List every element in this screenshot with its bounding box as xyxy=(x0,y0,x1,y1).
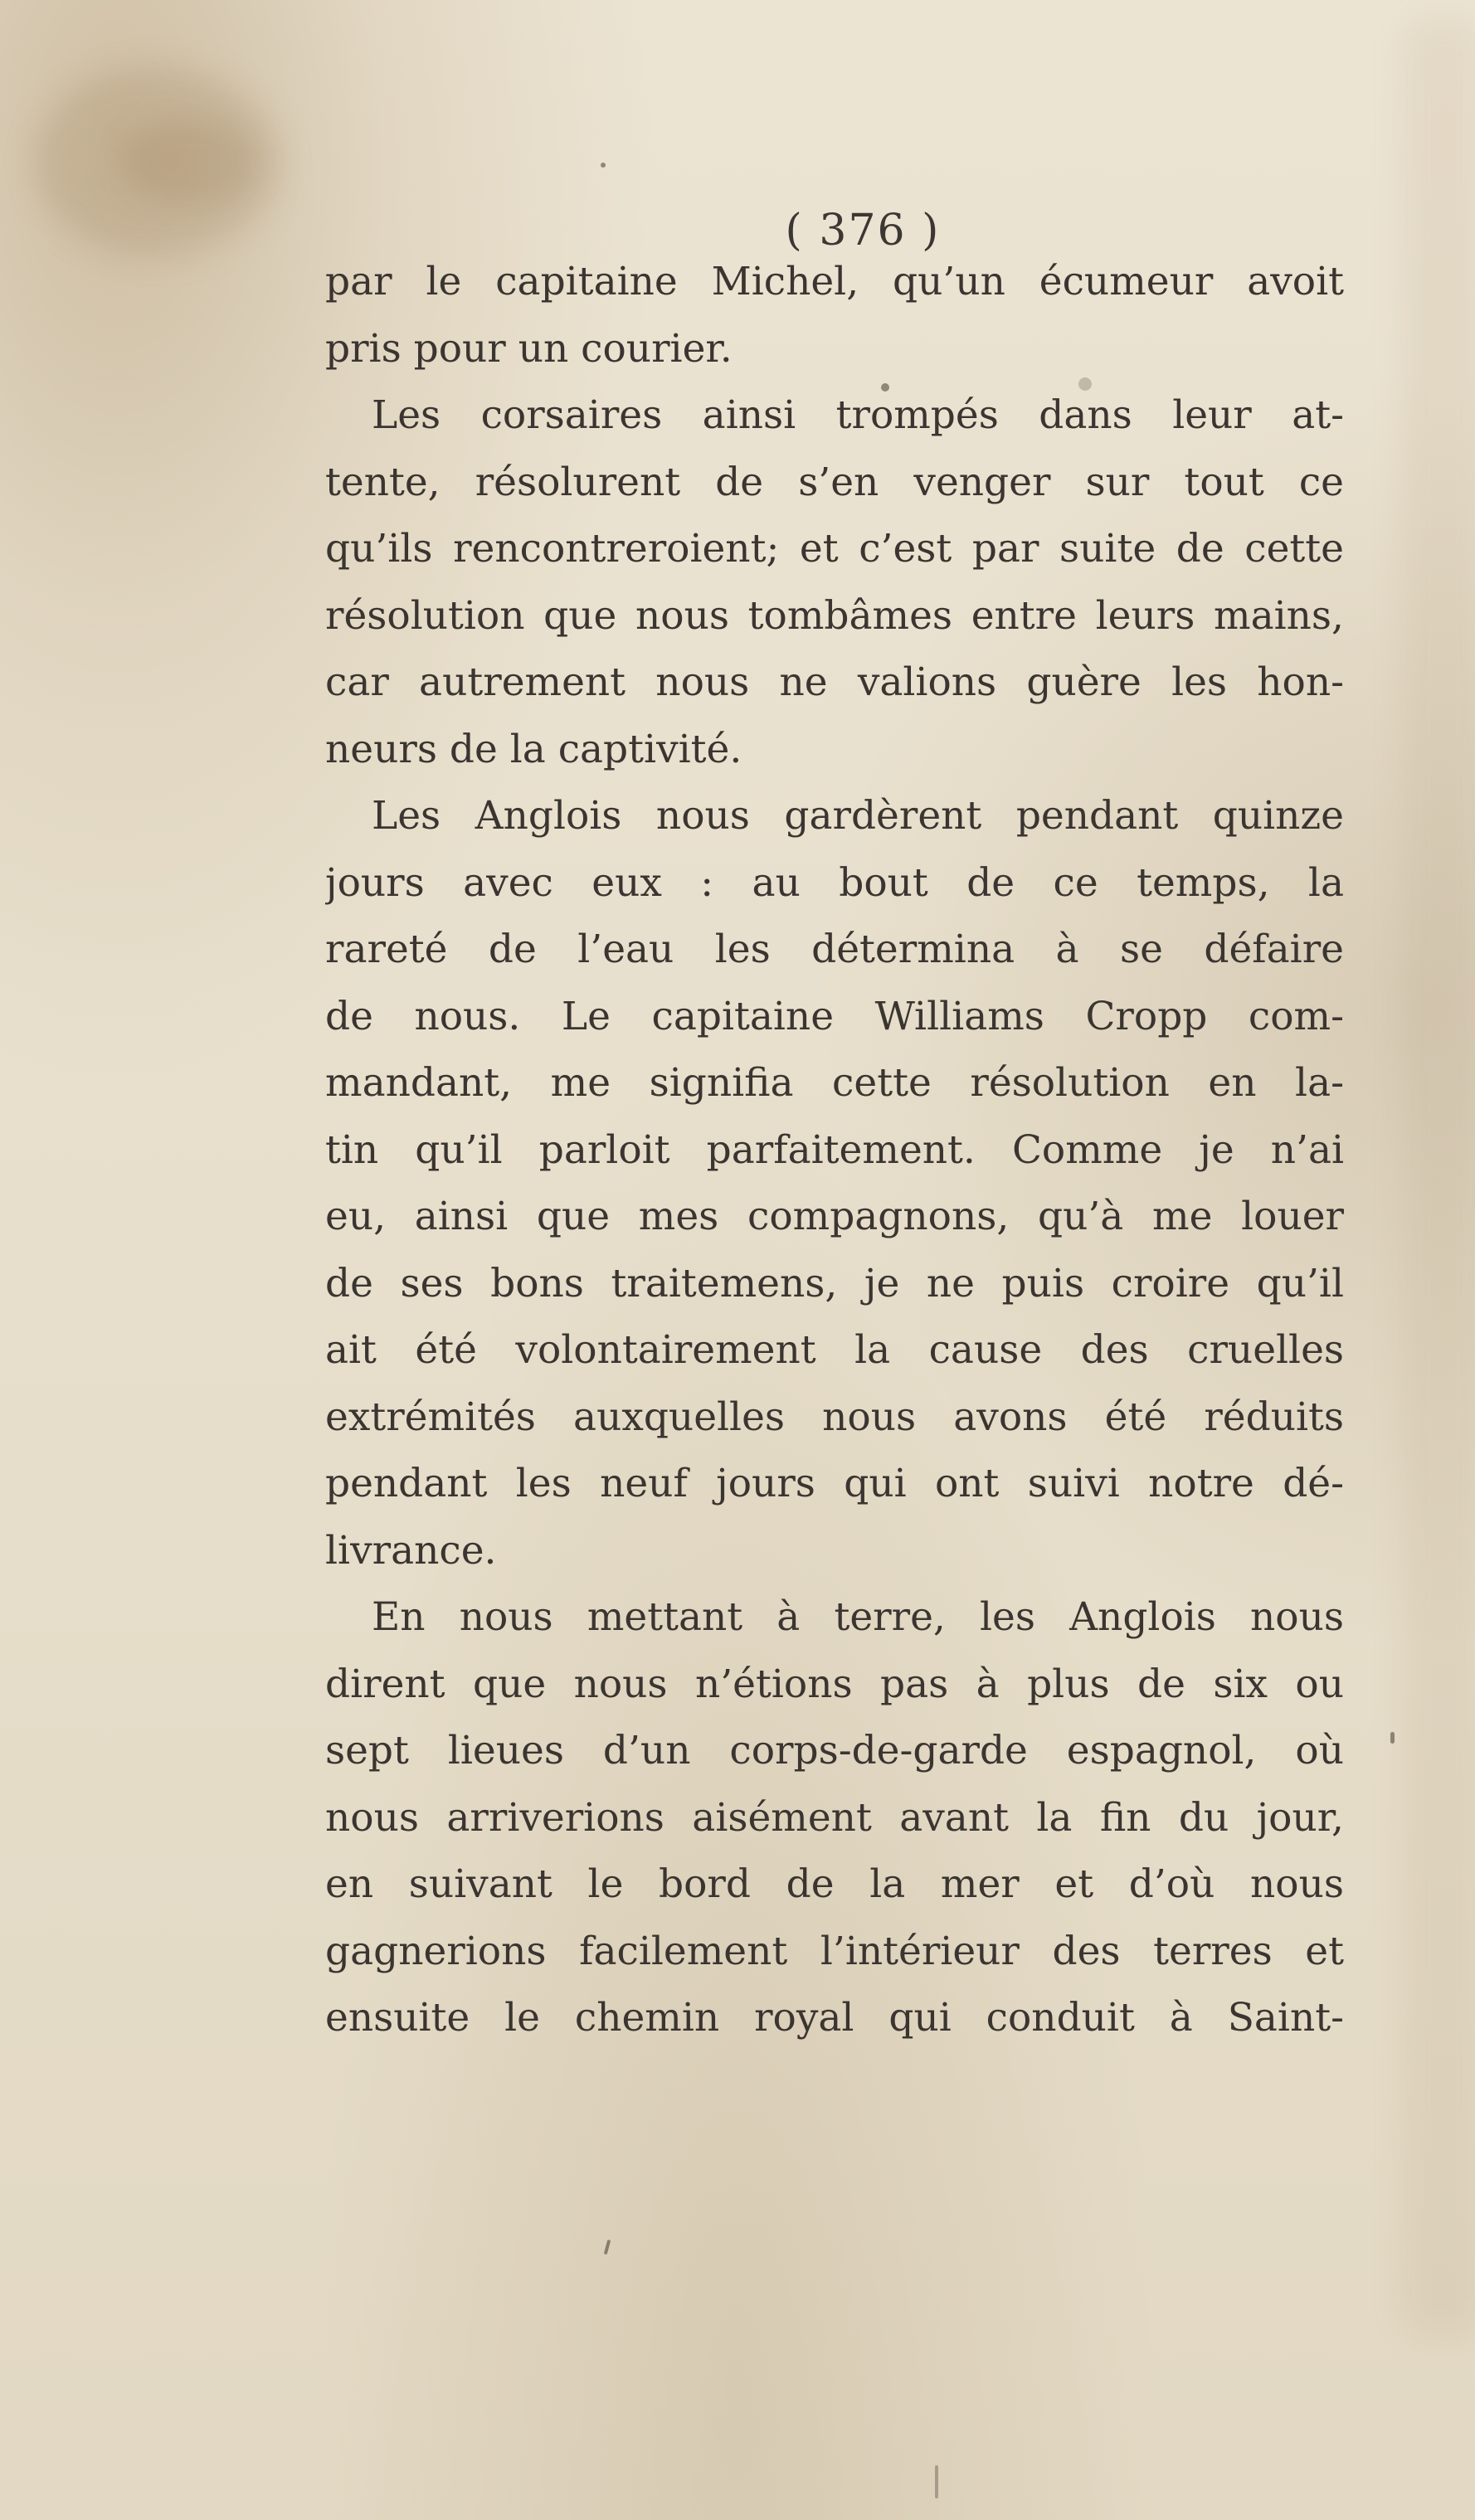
text-line: car autrement nous ne valions guère les hon- xyxy=(325,659,1344,705)
ink-speck xyxy=(881,383,889,392)
text-line: de ses bons traitemens, je ne puis croire qu’il xyxy=(325,1260,1344,1306)
ink-speck xyxy=(1078,377,1092,391)
text-line: nous arriverions aisément avant la fin du jour, xyxy=(325,1794,1344,1841)
paragraph-start-line: Les Anglois nous gardèrent pendant quinze xyxy=(372,793,1344,839)
text-line: tin qu’il parloit parfaitement. Comme je n’ai xyxy=(325,1126,1344,1173)
text-line: jours avec eux : au bout de ce temps, la xyxy=(325,859,1344,906)
paragraph-start-line: En nous mettant à terre, les Anglois nous xyxy=(372,1594,1344,1640)
page-number: ( 376 ) xyxy=(785,206,941,255)
ink-speck xyxy=(1390,1732,1395,1744)
text-line: ensuite le chemin royal qui conduit à Saint- xyxy=(325,1995,1344,2041)
ink-speck xyxy=(604,2240,611,2255)
text-line: gagnerions facilement l’intérieur des terres et xyxy=(325,1928,1344,1974)
water-stain-core xyxy=(124,116,257,207)
text-line: dirent que nous n’étions pas à plus de six ou xyxy=(325,1661,1344,1707)
text-line: résolution que nous tombâmes entre leurs mains, xyxy=(325,592,1344,639)
text-line: rareté de l’eau les détermina à se défaire xyxy=(325,927,1344,972)
text-line: pendant les neuf jours qui ont suivi notre dé- xyxy=(325,1461,1344,1506)
text-line: tente, résolurent de s’en venger sur tout ce xyxy=(325,459,1344,505)
text-line: eu, ainsi que mes compagnons, qu’à me louer xyxy=(325,1194,1344,1239)
text-line: mandant, me signifia cette résolution en la- xyxy=(325,1060,1344,1106)
text-line: par le capitaine Michel, qu’un écumeur avoit xyxy=(325,259,1344,304)
body-text xyxy=(325,249,1344,2052)
text-line: neurs de la captivité. xyxy=(325,726,742,772)
text-line: pris pour un courier. xyxy=(325,325,733,372)
text-line: sept lieues d’un corps-de-garde espagnol, où xyxy=(325,1728,1344,1773)
text-line: ait été volontairement la cause des cruelles xyxy=(325,1327,1344,1373)
text-line: qu’ils rencontreroient; et c’est par suite de cette xyxy=(325,526,1344,572)
text-line: livrance. xyxy=(325,1527,497,1574)
ink-speck xyxy=(601,163,606,168)
paragraph-start-line: Les corsaires ainsi trompés dans leur at- xyxy=(372,392,1344,438)
text-line: extrémités auxquelles nous avons été réduits xyxy=(325,1394,1344,1440)
page-edge-shadow xyxy=(1402,17,1475,2339)
ink-speck xyxy=(935,2465,938,2498)
text-line: en suivant le bord de la mer et d’où nous xyxy=(325,1861,1344,1907)
text-line: de nous. Le capitaine Williams Cropp com- xyxy=(325,993,1344,1039)
